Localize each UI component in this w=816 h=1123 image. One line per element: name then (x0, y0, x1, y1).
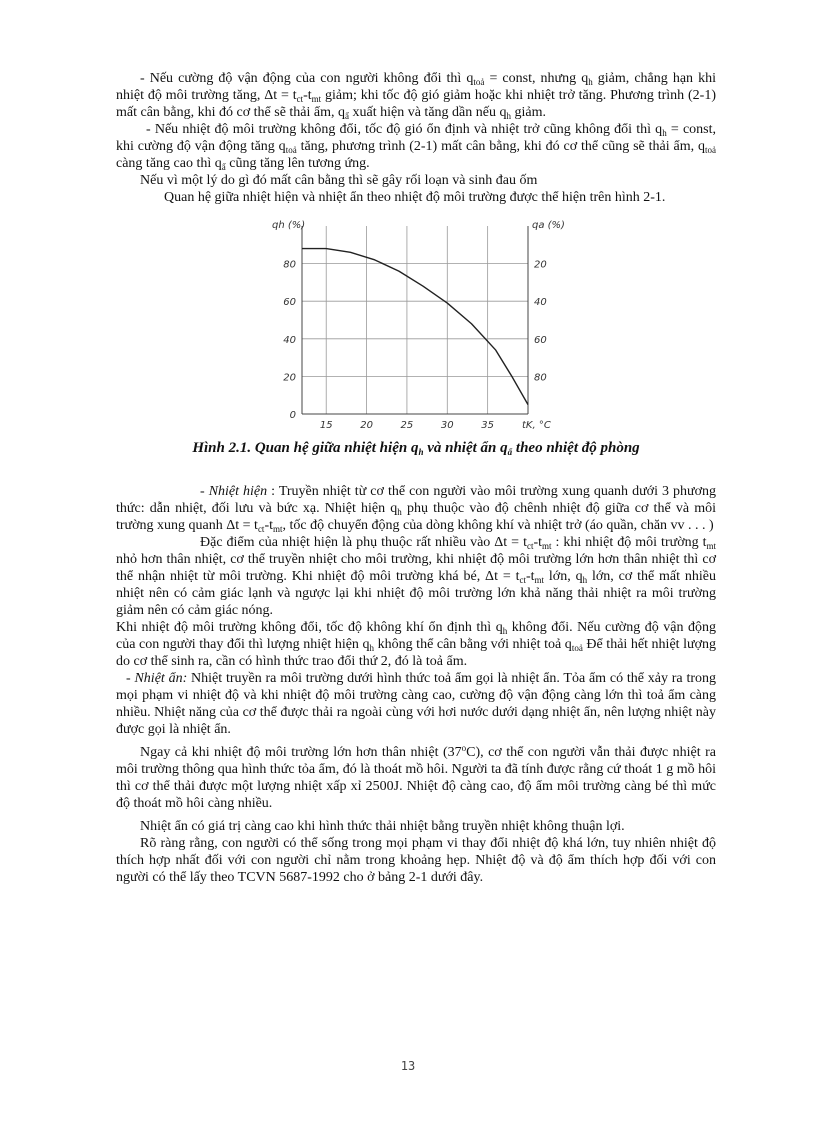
paragraph-7: Khi nhiệt độ môi trường không đổi, tốc độ không khí ổn định thì $q_h$ không đổi. Nếu cường độ vận động của con người thay đổi thì lượng nhiệt hiện $q_h$ không thể cân bằng với nhiệt toả $q_{toả}$ Để thải hết nhiệt lượng do cơ thể sinh ra, cần có hình thức trao đổi thứ 2, đó là toả ẩm. (116, 620, 717, 669)
chart (268, 214, 568, 434)
paragraph-10: Nhiệt ẩn có giá trị càng cao khi hình thức thải nhiệt bằng truyền nhiệt không thuận lợi. (140, 819, 625, 834)
left-tick-label: 40 (283, 334, 296, 346)
paragraph-4: Quan hệ giữa nhiệt hiện và nhiệt ẩn theo nhiệt độ môi trường được thể hiện trên hình 2-1. (164, 190, 666, 205)
x-tick-label: 30 (440, 420, 454, 431)
figure-caption: Hình 2.1. Quan hệ giữa nhiệt hiện $q_h$ và nhiệt ẩn $q_ẩ$ theo nhiệt độ phòng (192, 440, 640, 457)
left-tick-label: 0 (289, 410, 296, 421)
right-tick-label: 80 (534, 372, 547, 384)
left-axis-label: qh (%) (272, 220, 306, 231)
paragraph-8: - Nhiệt ẩn: Nhiệt truyền ra môi trường dưới hình thức toả ẩm gọi là nhiệt ẩn. Tỏa ẩm có thể xảy ra trong mọi phạm vi nhiệt độ và khi nhiệt độ môi trường càng cao, cường độ vận động càng lớn thì toả ẩm càng nhiều. Nhiệt năng của cơ thể được thải ra ngoài cùng với hơi nước dưới dạng nhiệt ẩn, nên lượng nhiệt này được gọi là nhiệt ẩn. (116, 671, 716, 737)
paragraph-2: - Nếu nhiệt độ môi trường không đổi, tốc độ gió ổn định và nhiệt trở cũng không đổi thì $q_h$ = const, khi cường độ vận động tăng $q_{toả}$ tăng, phương trình (2-1) mất cân bằng, khi đó cơ thể cũng sẽ thải ẩm, $q_{toả}$ càng tăng cao thì $q_ẩ$ cũng tăng lên tương ứng. (116, 122, 716, 172)
x-tick-label: 35 (481, 420, 495, 431)
x-tick-label: 15 (319, 420, 333, 431)
right-tick-label: 20 (534, 259, 547, 271)
series-line-qh (302, 249, 528, 405)
page-number: 13 (400, 1059, 416, 1073)
x-tick-label: 20 (360, 420, 373, 431)
left-tick-label: 80 (283, 259, 296, 271)
right-axis-label: qa (%) (532, 220, 565, 231)
paragraph-1: - Nếu cường độ vận động của con người không đổi thì $q_{toả}$ = const, nhưng $q_h$ giảm, chẳng hạn khi nhiệt độ môi trường tăng, $\Delta t = t_{ct}-t_{mt}$ giảm; khi tốc độ gió giảm hoặc khi nhiệt trở tăng. Phương trình (2-1) mất cân bằng, khi đó cơ thể sẽ thải ẩm, $q_ẩ$ xuất hiện và tăng dần nếu $q_h$ giảm. (116, 71, 716, 121)
right-tick-label: 40 (534, 297, 547, 309)
page-body (116, 70, 716, 886)
x-axis-label: tK, °C (522, 420, 551, 431)
paragraph-5: - Nhiệt hiện : Truyền nhiệt từ cơ thể con người vào môi trường xung quanh dưới 3 phương thức: dẫn nhiệt, đối lưu và bức xạ. Nhiệt hiện $q_h$ phụ thuộc vào độ chênh nhiệt độ giữa cơ thể và môi trường xung quanh $\Delta t = t_{ct}-t_{mt}$, tốc độ chuyển động của dòng không khí và nhiệt trở (áo quần, chăn vv . . . ) (116, 484, 716, 534)
right-tick-label: 60 (534, 334, 547, 346)
paragraph-11: Rõ ràng rằng, con người có thể sống trong mọi phạm vi thay đổi nhiệt độ khá lớn, tuy nhiên nhiệt độ thích hợp nhất đối với con người chỉ nằm trong khoảng hẹp. Nhiệt độ và độ ẩm thích hợp đối với con người có thể lấy theo TCVN 5687-1992 cho ở bảng 2-1 dưới đây. (116, 836, 716, 885)
x-tick-label: 25 (400, 420, 414, 431)
paragraph-9: Ngay cả khi nhiệt độ môi trường lớn hơn thân nhiệt (37$^o$C), cơ thể con người vẫn thải được nhiệt ra môi trường thông qua hình thức tỏa ẩm, đó là thoát mồ hôi. Người ta đã tính được rằng cứ thoát 1 g mồ hôi thì cơ thể thải được một lượng nhiệt xấp xỉ 2500J. Nhiệt độ càng cao, độ ẩm môi trường càng bé thì mức độ thoát mồ hôi càng nhiều. (116, 743, 716, 811)
left-tick-label: 60 (283, 297, 296, 309)
paragraph-3: Nếu vì một lý do gì đó mất cân bằng thì sẽ gây rối loạn và sinh đau ốm (140, 173, 538, 188)
figure-2-1 (116, 214, 716, 434)
paragraph-6: Đặc điểm của nhiệt hiện là phụ thuộc rất nhiều vào $\Delta t = t_{ct}-t_{mt}$ : khi nhiệt độ môi trường $t_{mt}$ nhỏ hơn thân nhiệt, cơ thể truyền nhiệt cho môi trường, khi nhiệt độ môi trường lớn hơn thân nhiệt thì cơ thể nhận nhiệt từ môi trường. Khi nhiệt độ môi trường khá bé, $\Delta t = t_{ct}-t_{mt}$ lớn, $q_h$ lớn, cơ thể mất nhiều nhiệt nên có cảm giác lạnh và ngược lại khi nhiệt độ môi trường lớn khả năng thải nhiệt ra môi trường giảm nên có cảm giác nóng. (116, 535, 716, 618)
left-tick-label: 20 (283, 372, 296, 384)
